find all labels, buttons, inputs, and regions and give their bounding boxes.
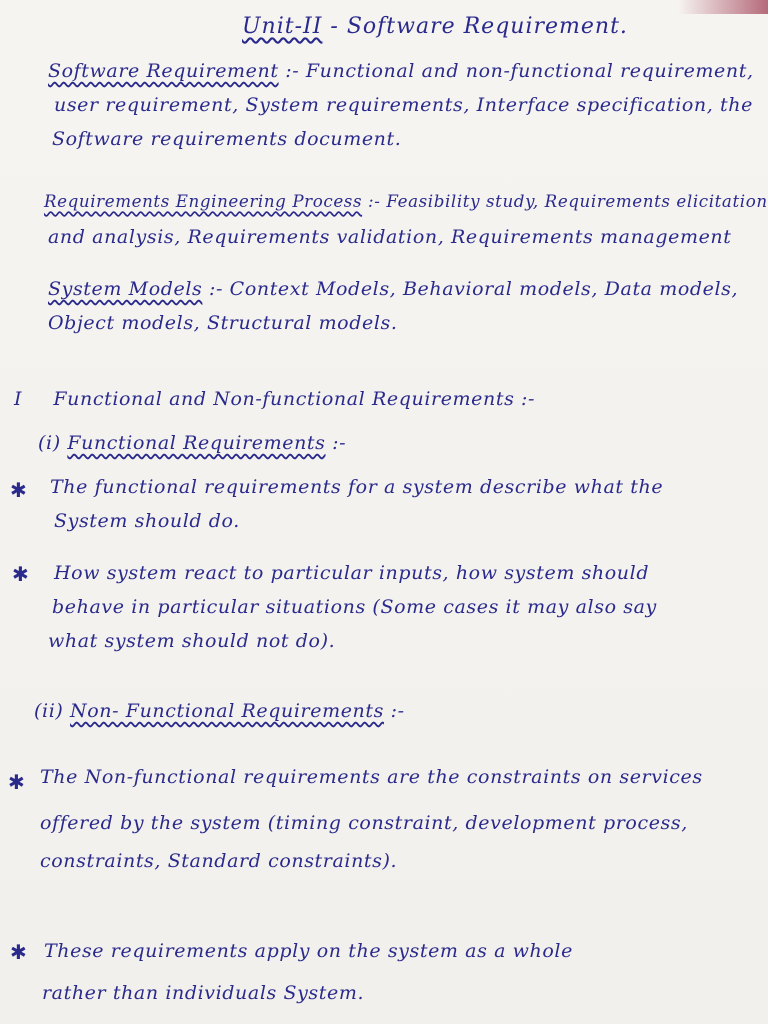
sw-req-line-1	[48, 60, 754, 82]
sys-models-line-2: Object models, Structural models.	[48, 312, 398, 334]
b3-line-1: The Non-functional requirements are the constraints on services	[40, 766, 703, 788]
b3-line-2: offered by the system (timing constraint, development process,	[40, 812, 688, 834]
b4-line-1: These requirements apply on the system as a whole	[44, 940, 573, 962]
title-text: - Software Requirement.	[330, 14, 628, 39]
b1-line-1: The functional requirements for a system describe what the	[50, 476, 664, 498]
b2-line-3: what system should not do).	[48, 630, 336, 652]
req-eng-line-1	[44, 192, 768, 211]
sw-req-heading: Software Requirement	[48, 60, 279, 82]
b1-line-2: System should do.	[54, 510, 240, 532]
sub1-head: Functional Requirements	[67, 432, 326, 454]
sw-req-line-3: Software requirements document.	[52, 128, 402, 150]
req-eng-text-1: :- Feasibility study, Requirements elicitation	[368, 192, 768, 211]
sub2-label: (ii)	[34, 700, 64, 722]
b2-line-1: How system react to particular inputs, how system should	[54, 562, 650, 584]
part1-heading	[14, 388, 535, 410]
sys-models-line-1	[48, 278, 738, 300]
part1-numeral: I	[14, 388, 23, 410]
sw-req-line-2: user requirement, System requirements, Interface specification, the	[54, 94, 753, 116]
sub1-label: (i)	[38, 432, 61, 454]
bullet-icon: ✱	[12, 562, 29, 586]
sub2-head: Non- Functional Requirements	[70, 700, 384, 722]
part1-heading-text: Functional and Non-functional Requirements :-	[53, 388, 536, 410]
sys-models-text-1: :- Context Models, Behavioral models, Data models,	[209, 278, 739, 300]
sub1-heading	[38, 432, 346, 454]
sub2-suffix: :-	[390, 700, 405, 722]
b2-line-2: behave in particular situations (Some cases it may also say	[52, 596, 657, 618]
title-unit: Unit-II	[242, 14, 323, 39]
bullet-icon: ✱	[10, 478, 27, 502]
page-title	[242, 14, 628, 39]
b3-line-3: constraints, Standard constraints).	[40, 850, 398, 872]
req-eng-heading: Requirements Engineering Process	[44, 192, 363, 211]
sub2-heading	[34, 700, 405, 722]
bullet-icon: ✱	[10, 940, 27, 964]
sw-req-text-1: :- Functional and non-functional requirement,	[285, 60, 754, 82]
sys-models-heading: System Models	[48, 278, 203, 300]
sub1-suffix: :-	[332, 432, 347, 454]
b4-line-2: rather than individuals System.	[42, 982, 365, 1004]
page-corner-shadow	[678, 0, 768, 14]
req-eng-line-2: and analysis, Requirements validation, Requirements management	[48, 226, 732, 248]
bullet-icon: ✱	[8, 770, 25, 794]
